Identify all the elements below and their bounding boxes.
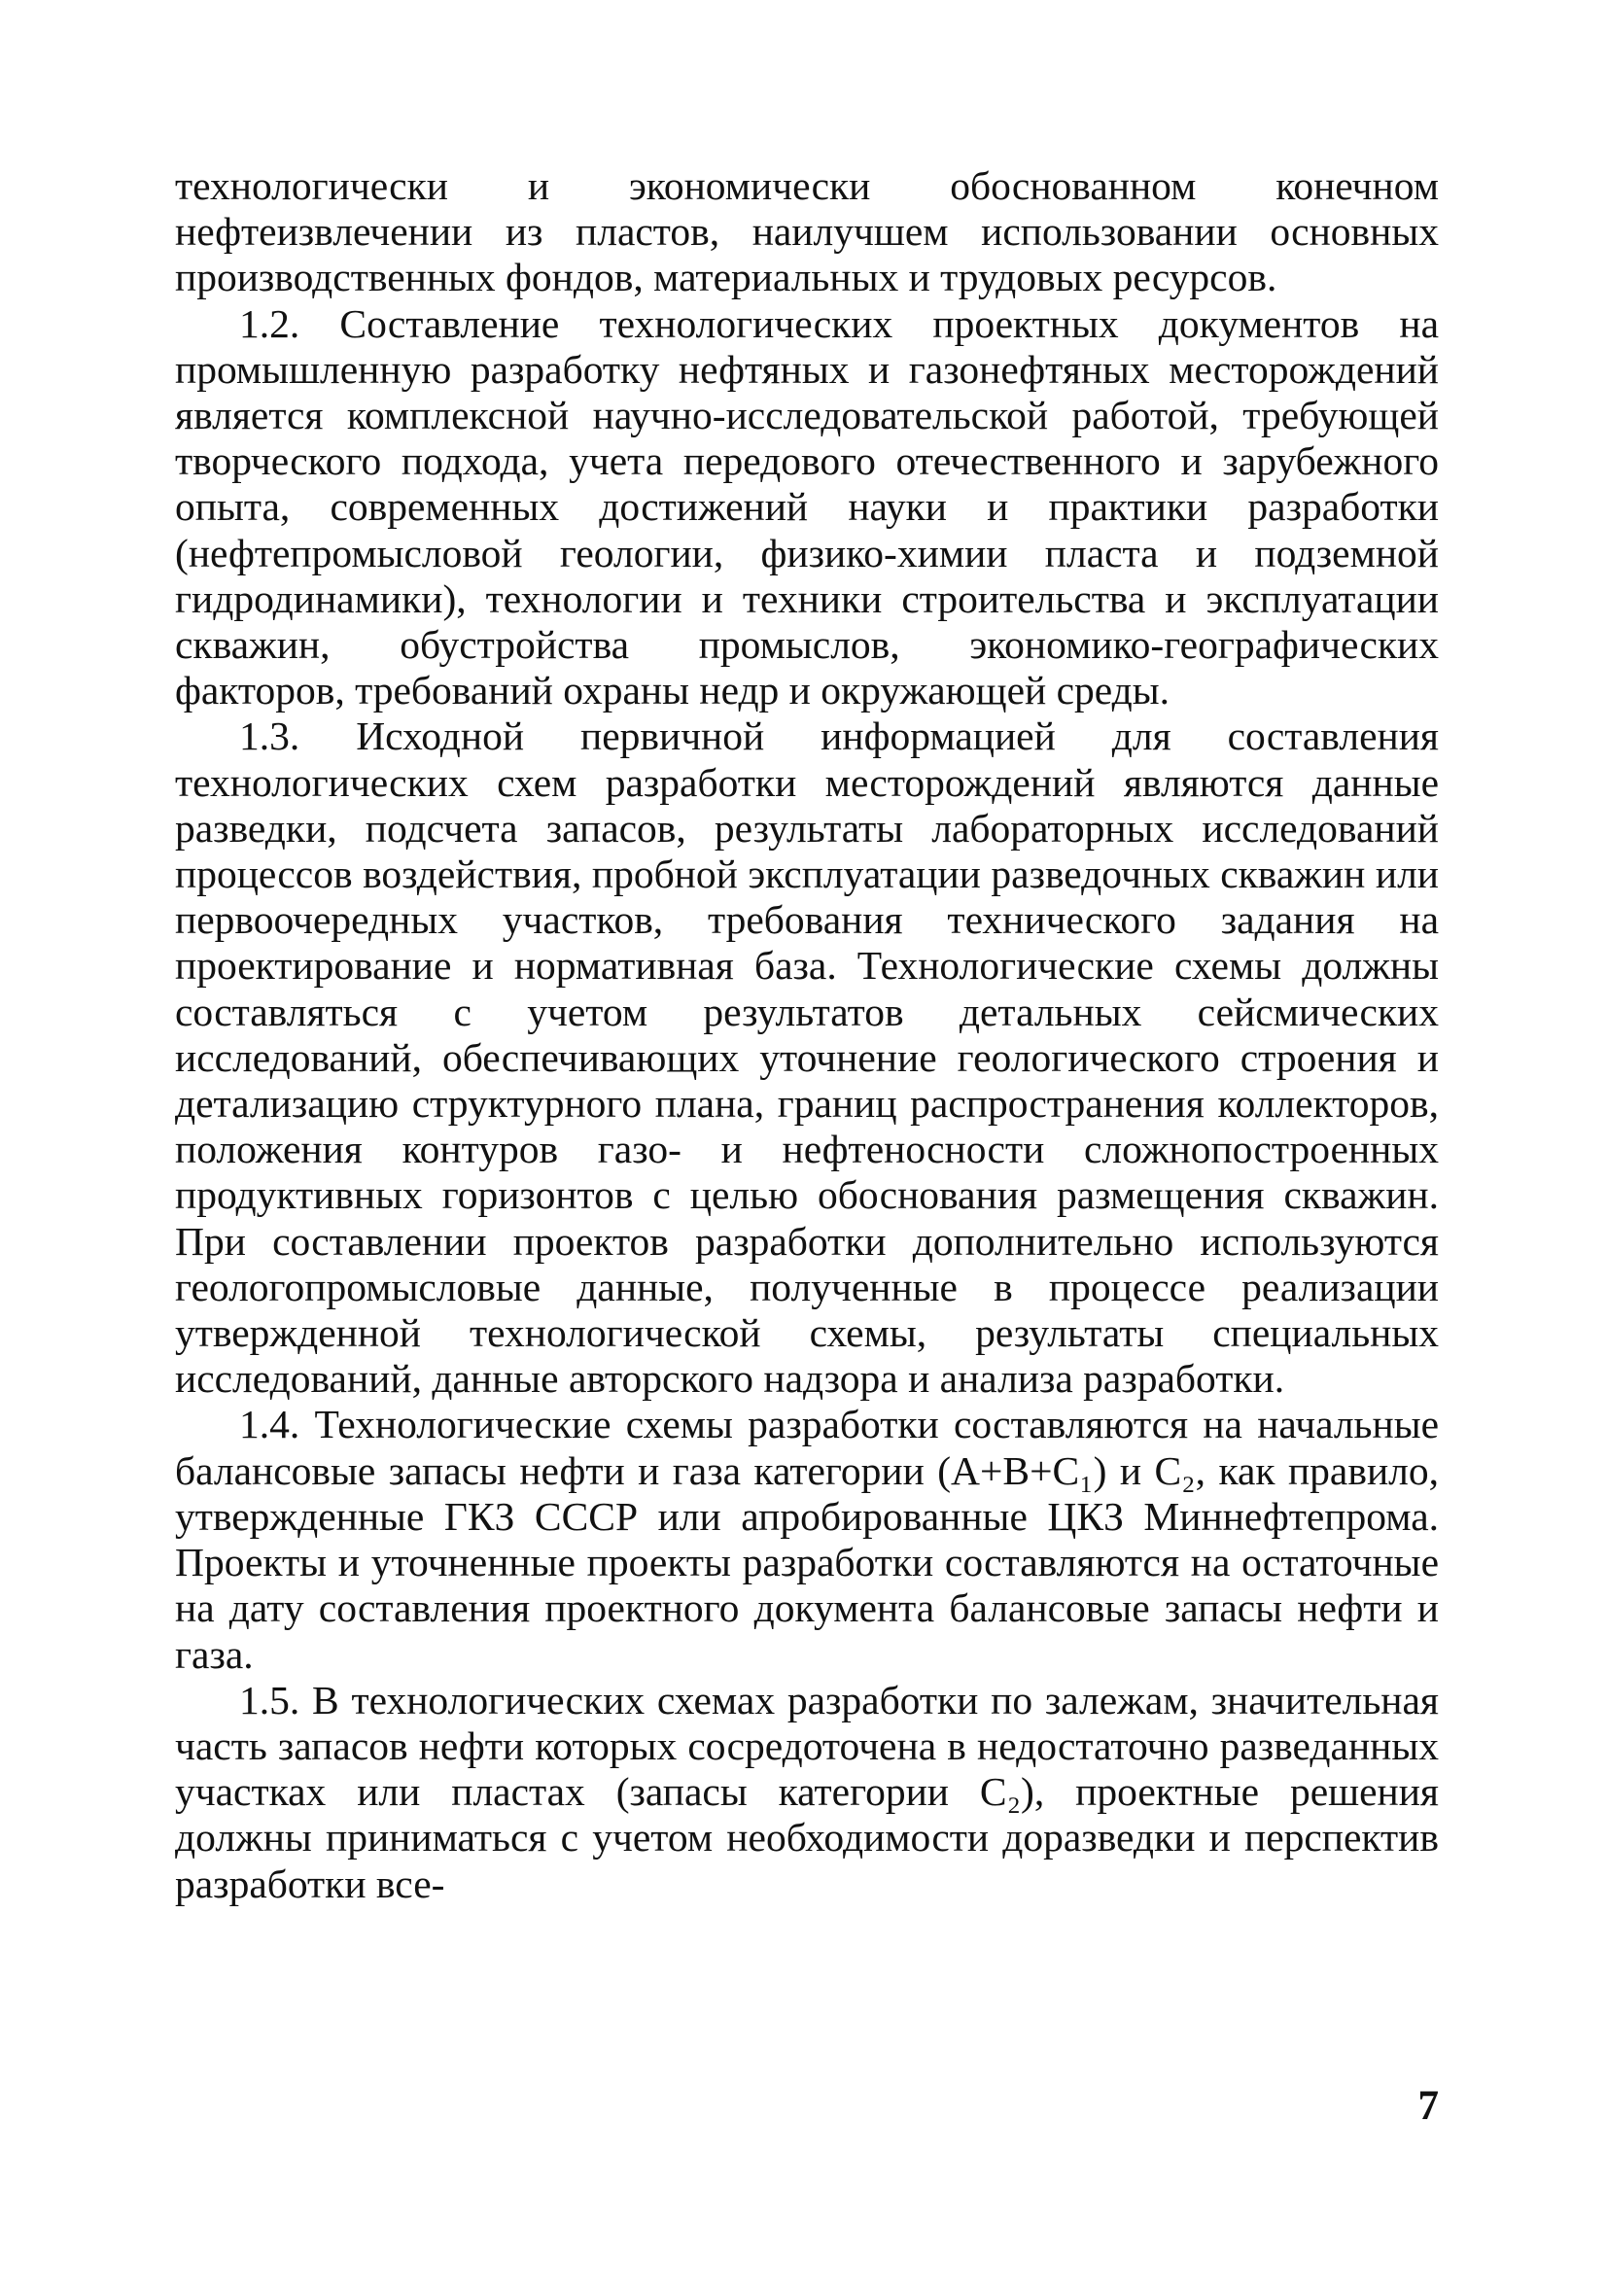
paragraph-1-4: 1.4. Технологические схемы разработки составляются на начальные балансовые запасы нефти и газа категории (А+В+С₁) и С₂, как правило, утвержденные ГКЗ СССР или апробированные ЦКЗ Миннефтепрома. Проекты и уточненные проекты разработки составляются на остаточные на дату составления проектного документа балансовые запасы нефти и газа. (175, 1402, 1439, 1677)
page-body (175, 163, 1439, 1907)
paragraph-1-2: 1.2. Составление технологических проектных документов на промышленную разработку нефтяных и газонефтяных месторождений является комплексной научно-исследовательской работой, требующей творческого подхода, учета передового отечественного и зарубежного опыта, современных достижений науки и практики разработки (нефтепромысловой геологии, физико-химии пласта и подземной гидродинамики), технологии и техники строительства и эксплуатации скважин, обустройства промыслов, экономико-географических факторов, требований охраны недр и окружающей среды. (175, 300, 1439, 713)
paragraph-1-5: 1.5. В технологических схемах разработки по залежам, значительная часть запасов нефти которых сосредоточена в недостаточно разведанных участках или пластах (запасы категории С₂), проектные решения должны приниматься с учетом необходимости доразведки и перспектив разработки все- (175, 1677, 1439, 1906)
paragraph-1-3: 1.3. Исходной первичной информацией для составления технологических схем разработки месторождений являются данные разведки, подсчета запасов, результаты лабораторных исследований процессов воздействия, пробной эксплуатации разведочных скважин или первоочередных участков, требования технического задания на проектирование и нормативная база. Технологические схемы должны составляться с учетом результатов детальных сейсмических исследований, обеспечивающих уточнение геологического строения и детализацию структурного плана, границ распространения коллекторов, положения контуров газо- и нефтеносности сложнопостроенных продуктивных горизонтов с целью обоснования размещения скважин. При составлении проектов разработки дополнительно используются геологопромысловые данные, полученные в процессе реализации утвержденной технологической схемы, результаты специальных исследований, данные авторского надзора и анализа разработки. (175, 713, 1439, 1402)
page-number: 7 (1417, 2083, 1439, 2129)
paragraph-continuation: технологически и экономически обоснованном конечном нефтеизвлечении из пластов, наилучшем использовании основных производственных фондов, материальных и трудовых ресурсов. (175, 163, 1439, 300)
